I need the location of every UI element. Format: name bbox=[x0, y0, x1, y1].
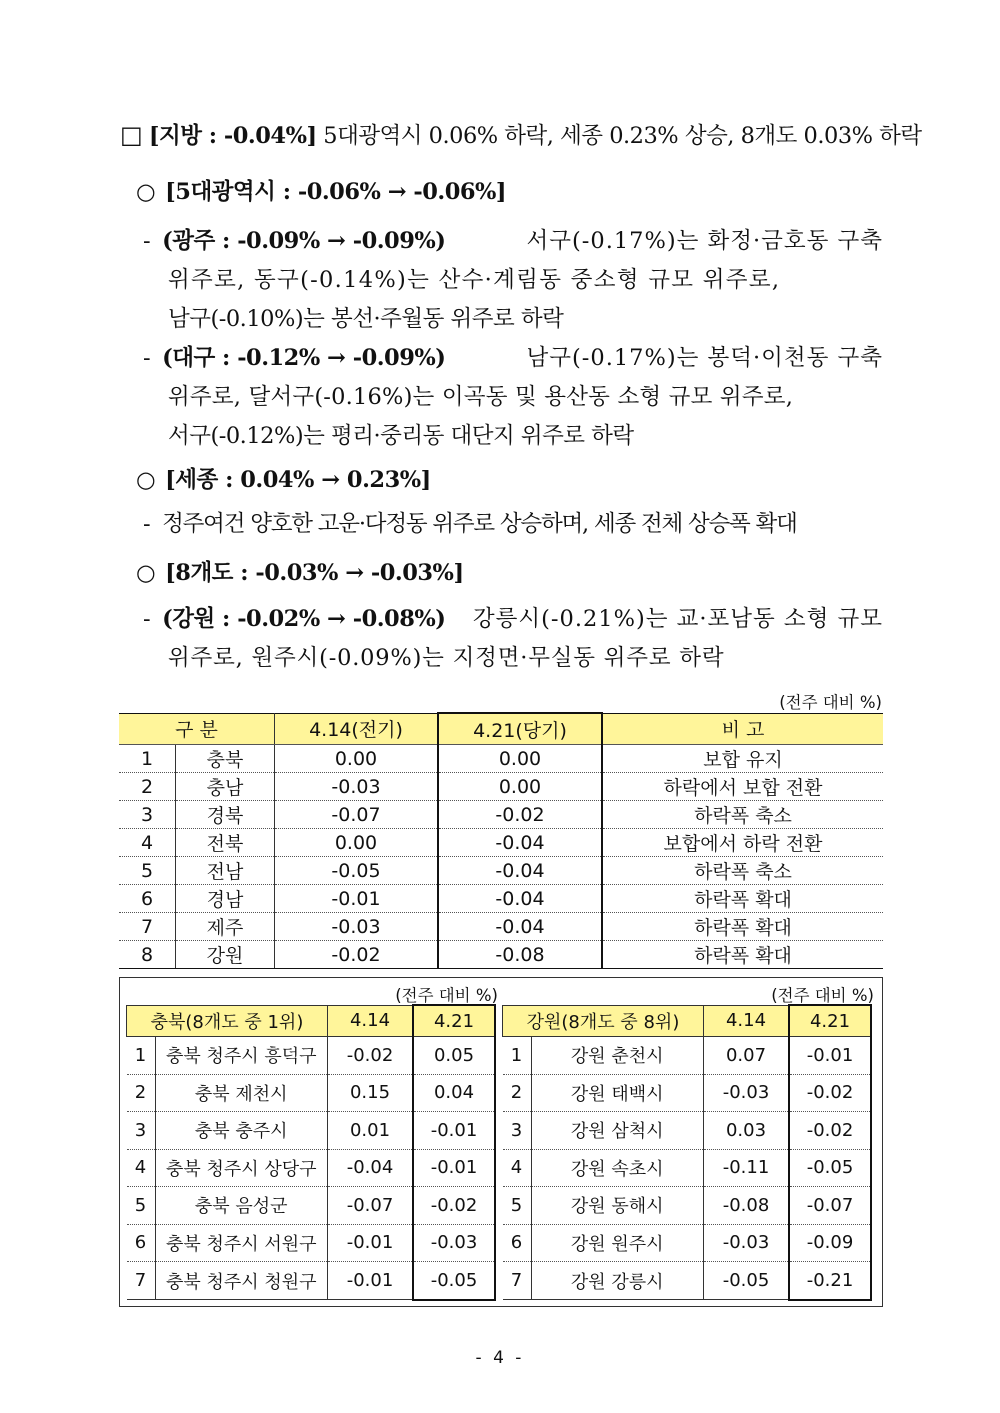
row-num: 2 bbox=[127, 1074, 156, 1112]
table-row bbox=[503, 1149, 872, 1187]
row-name: 경남 bbox=[176, 885, 275, 913]
row-num: 5 bbox=[503, 1187, 532, 1225]
main-table-unit: (전주 대비 %) bbox=[779, 693, 882, 712]
table-row bbox=[503, 1074, 872, 1112]
circle-bullet-icon: ○ bbox=[136, 467, 156, 493]
row-name: 강원 bbox=[176, 941, 275, 969]
section-metro-title bbox=[136, 174, 506, 206]
table-row bbox=[119, 913, 883, 941]
table-header-row bbox=[127, 1005, 496, 1037]
dash-bullet: - bbox=[143, 606, 151, 632]
row-cur: -0.21 bbox=[789, 1262, 871, 1300]
row-name: 충북 음성군 bbox=[155, 1187, 328, 1225]
row-cur: -0.04 bbox=[438, 913, 602, 941]
row-prev: -0.03 bbox=[704, 1224, 790, 1262]
daegu-bold: (대구 : -0.12% → -0.09%) bbox=[162, 345, 446, 371]
header-note: 비 고 bbox=[602, 713, 883, 745]
gangwon-header-title: 강원(8개도 중 8위) bbox=[503, 1005, 704, 1037]
sub-tables-box bbox=[119, 977, 883, 1307]
table-row bbox=[503, 1187, 872, 1225]
local-header-rest: 5대광역시 0.06% 하락, 세종 0.23% 상승, 8개도 0.03% 하락 bbox=[323, 123, 922, 149]
row-prev: 0.03 bbox=[704, 1112, 790, 1150]
row-name: 강원 동해시 bbox=[531, 1187, 704, 1225]
daegu-paragraph bbox=[143, 340, 883, 450]
row-cur: -0.01 bbox=[413, 1112, 495, 1150]
header-category: 구 분 bbox=[119, 713, 275, 745]
gangwon-header-prev: 4.14 bbox=[704, 1005, 790, 1037]
row-note: 하락폭 축소 bbox=[602, 857, 883, 885]
row-num: 5 bbox=[119, 857, 176, 885]
table-row bbox=[503, 1262, 872, 1300]
sejong-detail bbox=[143, 506, 797, 538]
section-title-text: [8개도 : -0.03% → -0.03%] bbox=[165, 560, 464, 586]
row-prev: -0.01 bbox=[275, 885, 439, 913]
row-prev: -0.07 bbox=[328, 1187, 414, 1225]
row-num: 5 bbox=[127, 1187, 156, 1225]
row-cur: -0.08 bbox=[438, 941, 602, 969]
row-cur: -0.01 bbox=[789, 1037, 871, 1075]
daegu-line-3: 서구(-0.12%)는 평리·중리동 대단지 위주로 하락 bbox=[168, 423, 634, 449]
row-cur: -0.01 bbox=[413, 1149, 495, 1187]
row-num: 1 bbox=[127, 1037, 156, 1075]
row-note: 하락폭 확대 bbox=[602, 941, 883, 969]
row-num: 3 bbox=[127, 1112, 156, 1150]
gangwon-line-2: 위주로, 원주시(-0.09%)는 지정면·무실동 위주로 하락 bbox=[168, 645, 725, 671]
table-header-row bbox=[119, 713, 883, 745]
row-name: 강원 강릉시 bbox=[531, 1262, 704, 1300]
table-row bbox=[127, 1074, 496, 1112]
row-name: 충북 청주시 청원구 bbox=[155, 1262, 328, 1300]
row-num: 3 bbox=[119, 801, 176, 829]
table-row bbox=[127, 1037, 496, 1075]
chungbuk-header-cur: 4.21 bbox=[413, 1005, 495, 1037]
row-num: 1 bbox=[119, 745, 176, 773]
row-note: 하락폭 확대 bbox=[602, 885, 883, 913]
row-prev: 0.00 bbox=[275, 745, 439, 773]
table-row bbox=[119, 773, 883, 801]
checkbox-bullet-icon: □ bbox=[120, 121, 143, 149]
row-cur: 0.00 bbox=[438, 745, 602, 773]
gangwon-table bbox=[502, 1004, 872, 1301]
gangwon-bold: (강원 : -0.02% → -0.08%) bbox=[162, 606, 446, 632]
row-name: 충북 bbox=[176, 745, 275, 773]
section-sejong-title bbox=[136, 462, 431, 494]
row-prev: -0.01 bbox=[328, 1224, 414, 1262]
table-row bbox=[119, 857, 883, 885]
chungbuk-unit: (전주 대비 %) bbox=[395, 986, 498, 1005]
row-num: 8 bbox=[119, 941, 176, 969]
table-row bbox=[119, 801, 883, 829]
row-num: 2 bbox=[503, 1074, 532, 1112]
row-prev: -0.07 bbox=[275, 801, 439, 829]
row-name: 강원 태백시 bbox=[531, 1074, 704, 1112]
row-num: 6 bbox=[503, 1224, 532, 1262]
gangwon-paragraph bbox=[143, 601, 883, 672]
header-prev: 4.14(전기) bbox=[275, 713, 439, 745]
page-number: - 4 - bbox=[475, 1348, 525, 1368]
gwangju-bold: (광주 : -0.09% → -0.09%) bbox=[162, 228, 446, 254]
row-name: 강원 속초시 bbox=[531, 1149, 704, 1187]
row-cur: -0.04 bbox=[438, 885, 602, 913]
row-name: 충북 제천시 bbox=[155, 1074, 328, 1112]
row-cur: -0.03 bbox=[413, 1224, 495, 1262]
row-prev: 0.07 bbox=[704, 1037, 790, 1075]
table-row bbox=[127, 1187, 496, 1225]
row-num: 1 bbox=[503, 1037, 532, 1075]
row-name: 경북 bbox=[176, 801, 275, 829]
row-prev: -0.11 bbox=[704, 1149, 790, 1187]
table-row bbox=[119, 829, 883, 857]
row-cur: -0.09 bbox=[789, 1224, 871, 1262]
row-cur: -0.02 bbox=[413, 1187, 495, 1225]
chungbuk-header-title: 충북(8개도 중 1위) bbox=[127, 1005, 328, 1037]
row-num: 3 bbox=[503, 1112, 532, 1150]
row-note: 하락에서 보합 전환 bbox=[602, 773, 883, 801]
section-title-text: [5대광역시 : -0.06% → -0.06%] bbox=[165, 179, 507, 205]
table-row bbox=[127, 1112, 496, 1150]
row-num: 6 bbox=[119, 885, 176, 913]
row-num: 7 bbox=[119, 913, 176, 941]
row-cur: -0.02 bbox=[789, 1074, 871, 1112]
row-prev: -0.03 bbox=[275, 773, 439, 801]
table-row bbox=[127, 1149, 496, 1187]
row-name: 전북 bbox=[176, 829, 275, 857]
dash-bullet: - bbox=[143, 345, 151, 371]
row-num: 4 bbox=[119, 829, 176, 857]
dash-bullet: - bbox=[143, 228, 151, 254]
gwangju-line-1 bbox=[143, 223, 883, 255]
section-title-text: [세종 : 0.04% → 0.23%] bbox=[165, 467, 431, 493]
row-name: 강원 원주시 bbox=[531, 1224, 704, 1262]
row-name: 강원 춘천시 bbox=[531, 1037, 704, 1075]
row-num: 6 bbox=[127, 1224, 156, 1262]
row-note: 보합에서 하락 전환 bbox=[602, 829, 883, 857]
row-cur: -0.02 bbox=[789, 1112, 871, 1150]
row-note: 보합 유지 bbox=[602, 745, 883, 773]
table-row bbox=[119, 885, 883, 913]
row-prev: 0.00 bbox=[275, 829, 439, 857]
table-row bbox=[503, 1037, 872, 1075]
section-provinces-title bbox=[136, 555, 464, 587]
row-prev: -0.05 bbox=[275, 857, 439, 885]
row-cur: -0.05 bbox=[789, 1149, 871, 1187]
row-name: 충북 청주시 상당구 bbox=[155, 1149, 328, 1187]
row-name: 충남 bbox=[176, 773, 275, 801]
gangwon-line1-text: 강릉시(-0.21%)는 교·포남동 소형 규모 bbox=[472, 606, 883, 632]
gwangju-line-2: 위주로, 동구(-0.14%)는 산수·계림동 중소형 규모 위주로, bbox=[168, 267, 781, 293]
chungbuk-table bbox=[126, 1004, 496, 1301]
row-cur: -0.04 bbox=[438, 829, 602, 857]
row-prev: -0.02 bbox=[328, 1037, 414, 1075]
row-name: 전남 bbox=[176, 857, 275, 885]
row-note: 하락폭 확대 bbox=[602, 913, 883, 941]
row-name: 제주 bbox=[176, 913, 275, 941]
row-prev: 0.15 bbox=[328, 1074, 414, 1112]
table-row bbox=[503, 1112, 872, 1150]
row-name: 충북 청주시 서원구 bbox=[155, 1224, 328, 1262]
row-prev: -0.02 bbox=[275, 941, 439, 969]
row-prev: -0.04 bbox=[328, 1149, 414, 1187]
gwangju-line1-text: 서구(-0.17%)는 화정·금호동 구축 bbox=[526, 228, 883, 254]
row-cur: -0.02 bbox=[438, 801, 602, 829]
table-row bbox=[127, 1262, 496, 1300]
daegu-line1-text: 남구(-0.17%)는 봉덕·이천동 구축 bbox=[526, 345, 883, 371]
row-cur: 0.05 bbox=[413, 1037, 495, 1075]
row-num: 7 bbox=[503, 1262, 532, 1300]
row-num: 7 bbox=[127, 1262, 156, 1300]
row-cur: -0.04 bbox=[438, 857, 602, 885]
table-row bbox=[127, 1224, 496, 1262]
gangwon-unit: (전주 대비 %) bbox=[771, 986, 874, 1005]
table-header-row bbox=[503, 1005, 872, 1037]
local-header bbox=[120, 118, 922, 150]
row-prev: -0.08 bbox=[704, 1187, 790, 1225]
row-num: 4 bbox=[503, 1149, 532, 1187]
daegu-line-2: 위주로, 달서구(-0.16%)는 이곡동 및 용산동 소형 규모 위주로, bbox=[168, 384, 794, 410]
row-name: 충북 충주시 bbox=[155, 1112, 328, 1150]
row-note: 하락폭 축소 bbox=[602, 801, 883, 829]
gwangju-line-3: 남구(-0.10%)는 봉선·주월동 위주로 하락 bbox=[168, 306, 564, 332]
gangwon-header-cur: 4.21 bbox=[789, 1005, 871, 1037]
local-header-bold: [지방 : -0.04%] bbox=[148, 123, 317, 149]
row-prev: -0.01 bbox=[328, 1262, 414, 1300]
daegu-line-1 bbox=[143, 340, 883, 372]
table-row bbox=[503, 1224, 872, 1262]
provinces-table bbox=[119, 712, 883, 969]
dash-bullet: - bbox=[143, 511, 151, 537]
circle-bullet-icon: ○ bbox=[136, 179, 156, 205]
row-name: 강원 삼척시 bbox=[531, 1112, 704, 1150]
row-prev: -0.03 bbox=[275, 913, 439, 941]
circle-bullet-icon: ○ bbox=[136, 560, 156, 586]
row-num: 4 bbox=[127, 1149, 156, 1187]
row-cur: 0.04 bbox=[413, 1074, 495, 1112]
gwangju-paragraph bbox=[143, 223, 883, 333]
table-row bbox=[119, 745, 883, 773]
row-prev: 0.01 bbox=[328, 1112, 414, 1150]
row-name: 충북 청주시 흥덕구 bbox=[155, 1037, 328, 1075]
gangwon-line-1 bbox=[143, 601, 883, 633]
chungbuk-header-prev: 4.14 bbox=[328, 1005, 414, 1037]
row-cur: -0.07 bbox=[789, 1187, 871, 1225]
row-prev: -0.03 bbox=[704, 1074, 790, 1112]
row-prev: -0.05 bbox=[704, 1262, 790, 1300]
table-row bbox=[119, 941, 883, 969]
header-cur: 4.21(당기) bbox=[438, 713, 602, 745]
sejong-detail-text: 정주여건 양호한 고운·다정동 위주로 상승하며, 세종 전체 상승폭 확대 bbox=[162, 511, 797, 537]
row-cur: -0.05 bbox=[413, 1262, 495, 1300]
row-cur: 0.00 bbox=[438, 773, 602, 801]
row-num: 2 bbox=[119, 773, 176, 801]
